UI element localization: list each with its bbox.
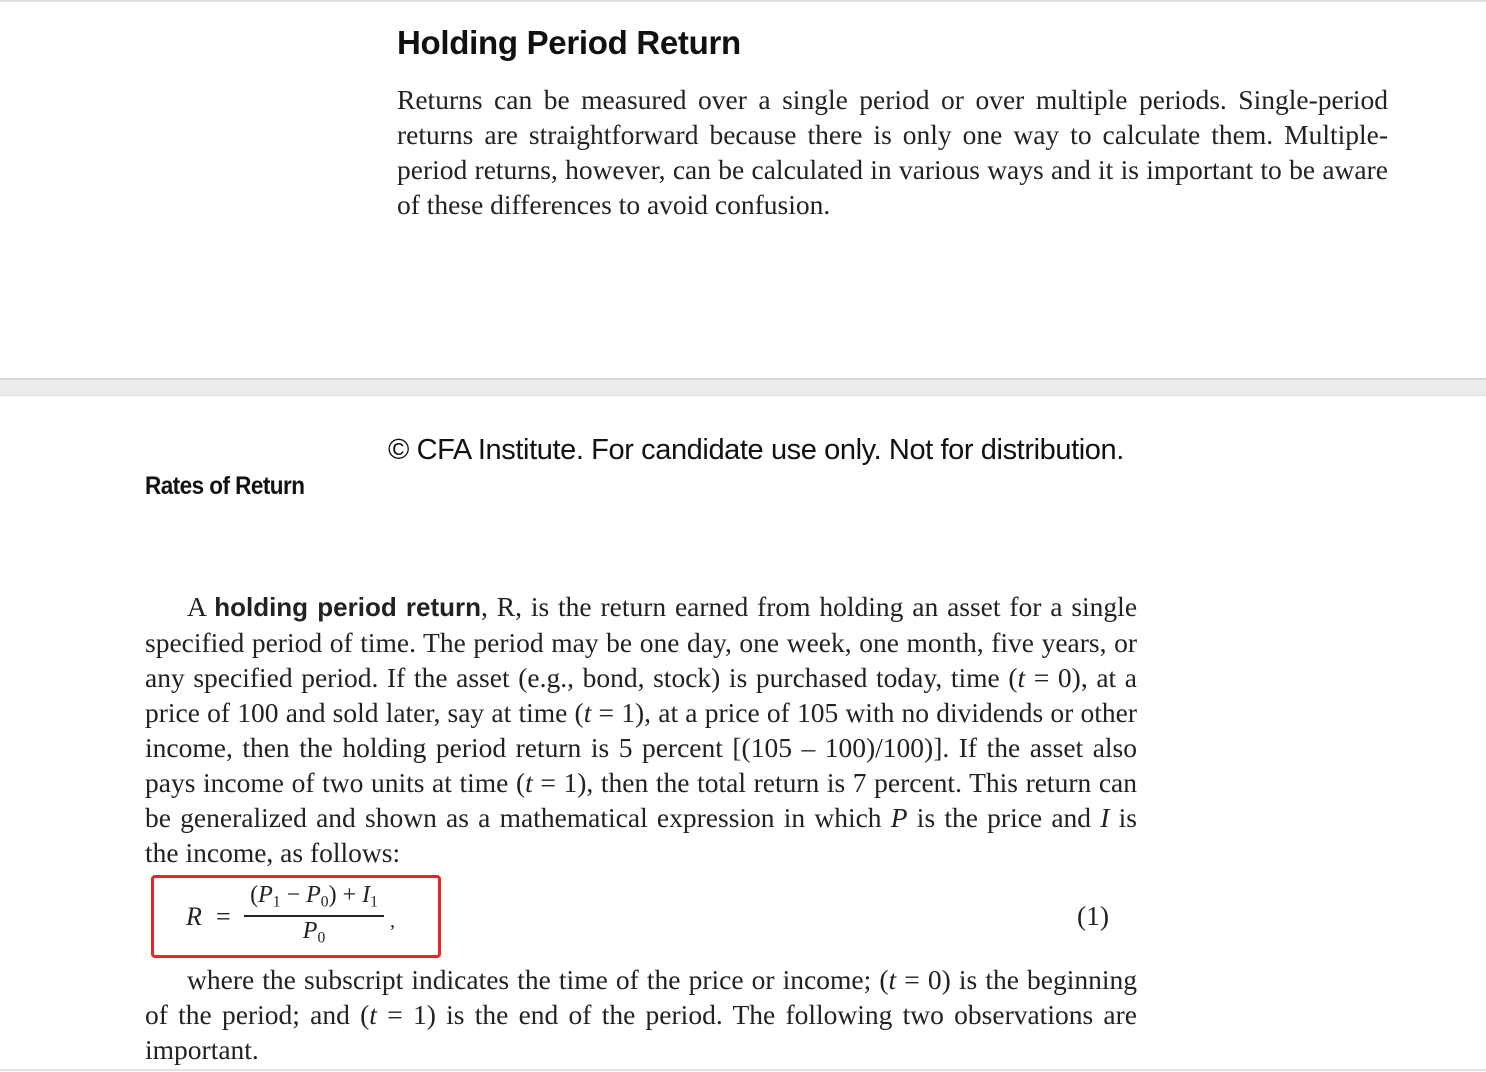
fraction-bar — [244, 915, 384, 917]
fraction-numerator: $(P_1 - P_0) + I_1$ — [250, 882, 378, 911]
key-term: holding period return — [214, 592, 482, 622]
equation-number: (1) — [1077, 900, 1110, 931]
equation-lhs: R — [186, 902, 202, 931]
fraction — [244, 882, 384, 950]
running-head: Rates of Return — [145, 472, 305, 500]
section-heading: Holding Period Return — [397, 24, 741, 61]
copyright-notice: © CFA Institute. For candidate use only. Not for distribution. — [388, 434, 1124, 466]
equation-comma: , — [390, 910, 395, 932]
equals-sign: = — [216, 902, 231, 931]
body-paragraph-definition: A holding period return, R, is the return earned from holding an asset for a single specified period of time. The period may be one day, one week, one month, five years, or any specified period. If the asset (e.g., bond, stock) is purchased today, time (t = 0), at a price of 100 and sold later, say at time (t = 1), at a price of 105 with no dividends or other income, then the holding period return is 5 percent [(105 – 100)/100)]. If the asset also pays income of two units at time (t = 1), then the total return is 7 percent. This return can be generalized and shown as a mathematical expression in which P is the price and I is the income, as follows: — [145, 591, 1138, 868]
body-paragraph-explanation: where the subscript indicates the time of the price or income; (t = 0) is the beginning of the period; and (t = 1) is the end of the period. The following two observations are important. — [145, 964, 1138, 1065]
document-page-1 — [0, 2, 1486, 378]
fraction-denominator: $P_0$ — [302, 918, 326, 947]
page-separator — [0, 378, 1486, 396]
holding-period-return-equation — [186, 880, 416, 954]
intro-paragraph: Returns can be measured over a single period or over multiple periods. Single-period returns are straightforward because there is only one way to calculate them. Multiple-period returns, however, can be calculated in various ways and it is important to be aware of these differences to avoid confusion. — [397, 84, 1388, 220]
page-bottom-rule — [0, 1069, 1486, 1071]
